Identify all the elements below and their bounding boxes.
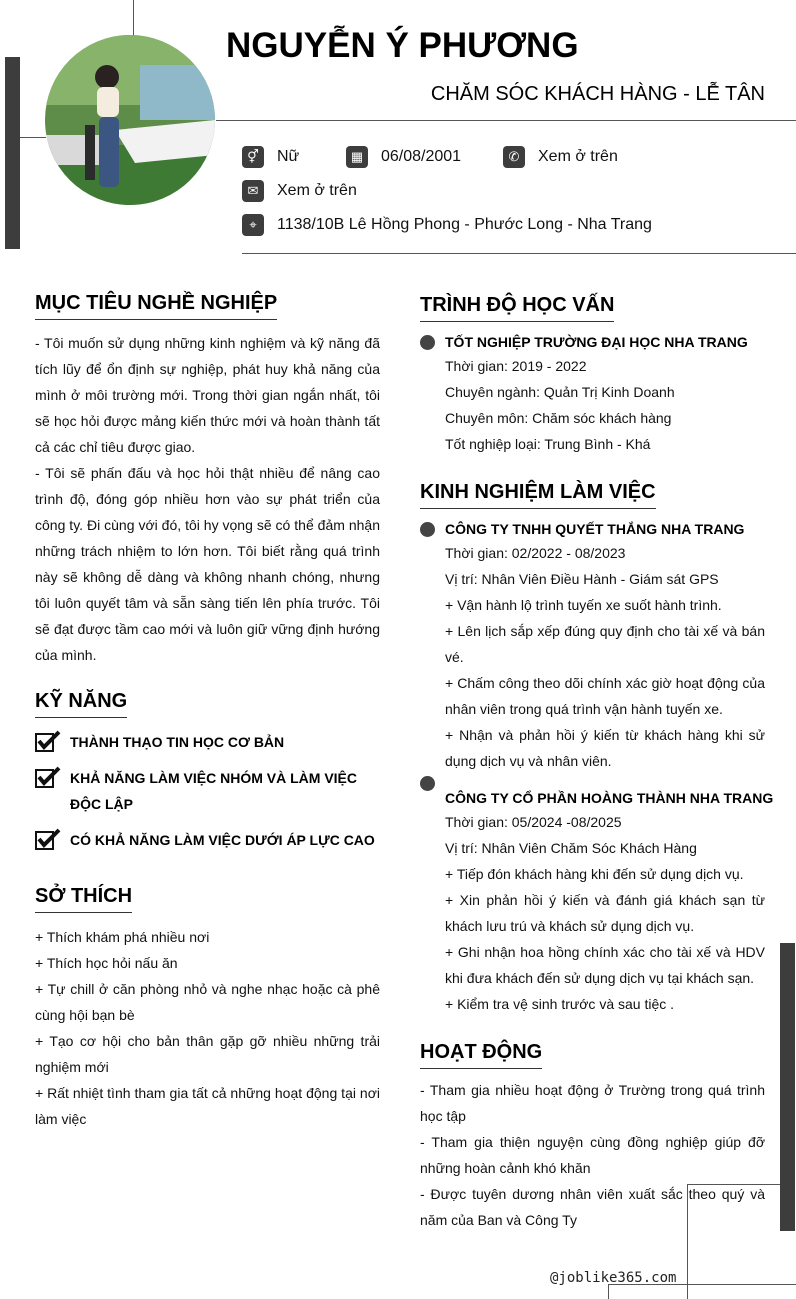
job-line: Thời gian: 02/2022 - 08/2023: [445, 545, 626, 561]
skill-label: KHẢ NĂNG LÀM VIỆC NHÓM VÀ LÀM VIỆC ĐỘC LẬP: [70, 770, 357, 812]
activity-item: - Được tuyên dương nhân viên xuất sắc theo quý và năm của Ban và Công Ty: [420, 1186, 765, 1228]
education-bullet: [420, 335, 435, 350]
hobby-item: + Tạo cơ hội cho bản thân gặp gỡ nhiều những trải nghiệm mới: [35, 1033, 380, 1075]
avatar-top-line: [133, 0, 134, 36]
education-school: TỐT NGHIỆP TRƯỜNG ĐẠI HỌC NHA TRANG: [445, 334, 748, 350]
experience-title: KINH NGHIỆM LÀM VIỆC: [420, 481, 656, 509]
skill-item: [35, 765, 380, 817]
gender-icon: ⚥: [242, 146, 264, 168]
skill-label: CÓ KHẢ NĂNG LÀM VIỆC DƯỚI ÁP LỰC CAO: [70, 832, 375, 848]
education-line: Tốt nghiệp loại: Trung Bình - Khá: [445, 436, 651, 452]
job-line: Thời gian: 05/2024 -08/2025: [445, 814, 622, 830]
job-line: Vị trí: Nhân Viên Chăm Sóc Khách Hàng: [445, 840, 697, 856]
gender-value: Nữ: [277, 148, 300, 165]
gender-row: [242, 146, 299, 168]
hobby-item: + Thích khám phá nhiều nơi: [35, 929, 210, 945]
left-accent-bar: [5, 57, 20, 249]
education-line: Chuyên môn: Chăm sóc khách hàng: [445, 410, 672, 426]
hobbies-title: SỞ THÍCH: [35, 885, 132, 913]
activities-list: [420, 1077, 765, 1233]
skill-item: [35, 729, 380, 755]
phone-row: [503, 146, 618, 168]
email-row: [242, 180, 357, 202]
job-line: + Kiểm tra vệ sinh trước và sau tiệc .: [445, 996, 675, 1012]
avatar-side-line: [20, 137, 46, 138]
job-details: [445, 809, 765, 1017]
hobby-item: + Thích học hỏi nấu ăn: [35, 955, 178, 971]
activities-title: HOẠT ĐỘNG: [420, 1041, 542, 1069]
skills-title: KỸ NĂNG: [35, 690, 127, 718]
location-icon: ⌖: [242, 214, 264, 236]
activity-item: - Tham gia thiện nguyện cùng đồng nghiệp giúp đỡ những hoàn cảnh khó khăn: [420, 1134, 765, 1176]
checkbox-icon: [35, 766, 61, 788]
address-value: 1138/10B Lê Hồng Phong - Phước Long - Nha Trang: [277, 216, 652, 233]
right-accent-bar: [780, 943, 795, 1231]
activity-item: - Tham gia nhiều hoạt động ở Trường trong quá trình học tập: [420, 1082, 765, 1124]
calendar-icon: ▦: [346, 146, 368, 168]
candidate-name: NGUYỄN Ý PHƯƠNG: [226, 26, 579, 65]
phone-icon: ✆: [503, 146, 525, 168]
email-icon: ✉: [242, 180, 264, 202]
skills-list: [35, 729, 380, 853]
phone-value: Xem ở trên: [538, 148, 618, 165]
job-line: + Lên lịch sắp xếp đúng quy định cho tài xế và bán vé.: [445, 623, 765, 665]
job-company: CÔNG TY CỔ PHẦN HOÀNG THÀNH NHA TRANG: [445, 790, 774, 806]
job-company: CÔNG TY TNHH QUYẾT THẮNG NHA TRANG: [445, 521, 745, 537]
birthday-value: 06/08/2001: [381, 148, 462, 165]
checkbox-icon: [35, 730, 61, 752]
job-line: + Nhận và phản hồi ý kiến từ khách hàng khi sử dụng dịch vụ và nhân viên.: [445, 727, 765, 769]
checkbox-icon: [35, 828, 61, 850]
objective-body: [35, 330, 380, 668]
job-bullet: [420, 522, 435, 537]
footer-tick: [608, 1284, 609, 1299]
job-details: [445, 540, 765, 774]
job-line: + Vận hành lộ trình tuyến xe suốt hành trình.: [445, 597, 722, 613]
job-line: + Ghi nhận hoa hồng chính xác cho tài xế và HDV khi đưa khách đến sử dụng dịch vụ tại khách sạn.: [445, 944, 765, 986]
job-line: + Chấm công theo dõi chính xác giờ hoạt động của nhân viên trong quá trình vận hành tuyến xe.: [445, 675, 765, 717]
email-value: Xem ở trên: [277, 182, 357, 199]
skill-item: [35, 827, 380, 853]
hobbies-list: [35, 924, 380, 1132]
job-line: + Tiếp đón khách hàng khi đến sử dụng dịch vụ.: [445, 866, 744, 882]
objective-paragraph: - Tôi muốn sử dụng những kinh nghiệm và kỹ năng đã tích lũy để ổn định sự nghiệp, phát huy khả năng của mình ở môi trường mới. Trong thời gian ngắn nhất, tôi sẽ học hỏi được mảng kiến thức mới và hoàn thành tất cả các chỉ tiêu được giao.: [35, 335, 380, 455]
job-bullet: [420, 776, 435, 791]
education-details: [445, 353, 765, 457]
hobby-item: + Rất nhiệt tình tham gia tất cả những hoạt động tại nơi làm việc: [35, 1085, 380, 1127]
job-line: + Xin phản hồi ý kiến và đánh giá khách sạn từ khách lưu trú và khách sử dụng dịch vụ.: [445, 892, 765, 934]
avatar: [45, 35, 215, 205]
avatar-photo: [45, 35, 215, 205]
watermark: @joblike365.com: [550, 1270, 677, 1286]
hobby-item: + Tự chill ở căn phòng nhỏ và nghe nhạc hoặc cà phê cùng hội bạn bè: [35, 981, 380, 1023]
birthday-row: [346, 146, 461, 168]
education-title: TRÌNH ĐỘ HỌC VẤN: [420, 294, 614, 322]
objective-paragraph: - Tôi sẽ phấn đấu và học hỏi thật nhiều để nâng cao trình độ, đóng góp nhiều hơn vào sự phát triển của công ty. Đi cùng với đó, tôi hy vọng sẽ có thể đảm nhận những trách nhiệm to lớn hơn. Tôi biết rằng quá trình này sẽ không dễ dàng và không nhanh chóng, nhưng tôi luôn quyết tâm và sẵn sàng tiến lên phía trước. Tôi sẽ đạt được tầm cao mới và luôn giữ vững định hướng của mình.: [35, 465, 380, 663]
info-divider: [242, 253, 796, 254]
job-position: CHĂM SÓC KHÁCH HÀNG - LỄ TÂN: [430, 83, 765, 105]
job-line: Vị trí: Nhân Viên Điều Hành - Giám sát GPS: [445, 571, 719, 587]
education-line: Chuyên ngành: Quản Trị Kinh Doanh: [445, 384, 675, 400]
education-line: Thời gian: 2019 - 2022: [445, 358, 587, 374]
skill-label: THÀNH THẠO TIN HỌC CƠ BẢN: [70, 734, 285, 750]
address-row: [242, 214, 652, 236]
objective-title: MỤC TIÊU NGHỀ NGHIỆP: [35, 292, 277, 320]
header-divider: [216, 120, 796, 121]
